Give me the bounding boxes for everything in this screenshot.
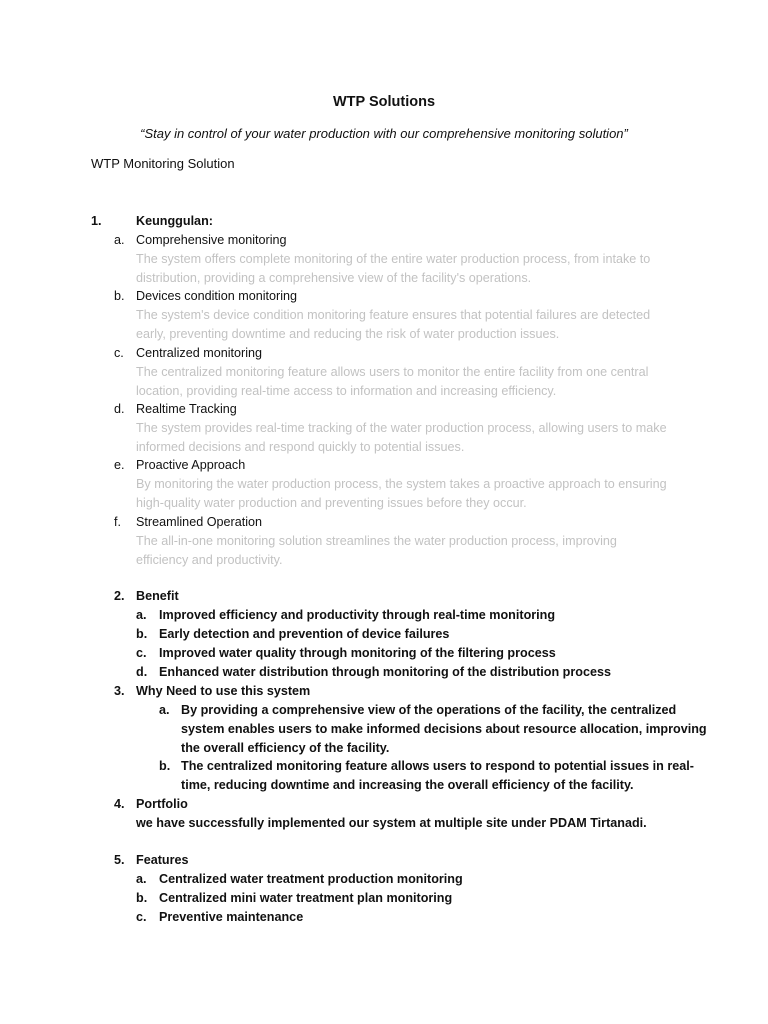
section-2-heading: Benefit [136,589,179,603]
section-3-heading: Why Need to use this system [136,684,311,698]
section-3-number: 3. [114,684,125,698]
list-item-letter: e. [114,458,125,472]
list-item-letter: b. [114,289,125,303]
document-subtitle: WTP Monitoring Solution [91,156,235,171]
advantage-title: Comprehensive monitoring [136,233,287,247]
list-item-letter: b. [159,759,171,773]
feature-item: Centralized water treatment production monitoring [159,872,463,886]
list-item-letter: f. [114,515,121,529]
list-item-letter: a. [159,703,170,717]
advantage-description: informed decisions and respond quickly to potential issues. [136,440,465,454]
reason-line: time, reducing downtime and increasing the overall efficiency of the facility. [181,778,634,792]
benefit-item: Early detection and prevention of device failures [159,627,450,641]
section-1-heading: Keunggulan: [136,214,213,228]
advantage-title: Devices condition monitoring [136,289,298,303]
advantage-title: Proactive Approach [136,458,246,472]
advantage-description: distribution, providing a comprehensive view of the facility's operations. [136,271,532,285]
advantage-description: efficiency and productivity. [136,553,283,567]
list-item-letter: d. [114,402,125,416]
list-item-letter: b. [136,891,148,905]
reason-line: The centralized monitoring feature allows users to respond to potential issues in real- [181,759,694,773]
section-4-heading: Portfolio [136,797,188,811]
document-tagline: “Stay in control of your water production with our comprehensive monitoring solution” [140,126,628,141]
benefit-item: Improved water quality through monitoring of the filtering process [159,646,556,660]
reason-line: system enables users to make informed decisions about resource allocation, improving [181,722,707,736]
reason-line: By providing a comprehensive view of the operations of the facility, the centralized [181,703,677,717]
section-2-number: 2. [114,589,125,603]
list-item-letter: c. [136,910,147,924]
advantage-description: The all-in-one monitoring solution streamlines the water production process, improving [136,534,617,548]
section-4-number: 4. [114,797,125,811]
document-title: WTP Solutions [332,94,436,110]
list-item-letter: d. [136,665,148,679]
list-item-letter: a. [136,872,147,886]
list-item-letter: a. [136,608,147,622]
advantage-title: Realtime Tracking [136,402,237,416]
advantage-description: The system provides real-time tracking of the water production process, allowing users to make [136,421,667,435]
section-1-number: 1. [91,214,102,228]
reason-line: the overall efficiency of the facility. [181,741,390,755]
advantage-description: location, providing real-time access to information and increasing efficiency. [136,384,557,398]
advantage-description: The system's device condition monitoring feature ensures that potential failures are detected [136,308,651,322]
benefit-item: Improved efficiency and productivity through real-time monitoring [159,608,556,622]
list-item-letter: a. [114,233,125,247]
list-item-letter: b. [136,627,148,641]
advantage-description: By monitoring the water production process, the system takes a proactive approach to ensuring [136,477,667,491]
feature-item: Centralized mini water treatment plan monitoring [159,891,453,905]
advantage-description: The centralized monitoring feature allows users to monitor the entire facility from one central [136,365,649,379]
benefit-item: Enhanced water distribution through monitoring of the distribution process [159,665,611,679]
section-5-number: 5. [114,853,125,867]
list-item-letter: c. [136,646,147,660]
advantage-description: high-quality water production and preventing issues before they occur. [136,496,527,510]
feature-item: Preventive maintenance [159,910,304,924]
advantage-title: Streamlined Operation [136,515,263,529]
advantage-description: early, preventing downtime and reducing the risk of water production issues. [136,327,560,341]
advantage-title: Centralized monitoring [136,346,262,360]
advantage-description: The system offers complete monitoring of the entire water production process, from intake to [136,252,651,266]
section-5-heading: Features [136,853,189,867]
list-item-letter: c. [114,346,124,360]
portfolio-text: we have successfully implemented our system at multiple site under PDAM Tirtanadi. [136,816,647,830]
